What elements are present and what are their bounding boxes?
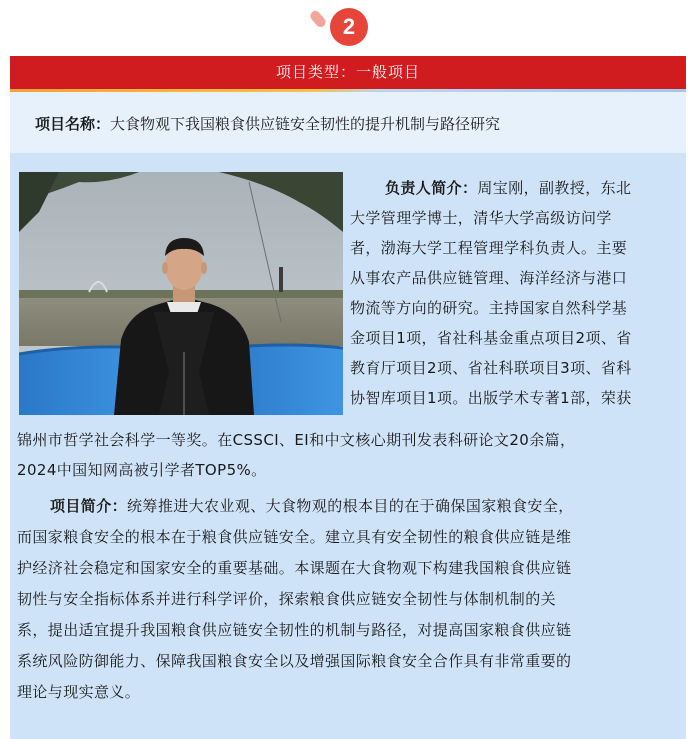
leader-bio-line-2: 大学管理学博士，清华大学高级访问学 [350,209,612,227]
project-name-value: 大食物观下我国粮食供应链安全韧性的提升机制与路径研究 [110,115,501,133]
project-intro-line-5: 系，提出适宜提升我国粮食供应链安全韧性的机制与路径，对提高国家粮食供应链 [17,621,572,639]
leader-bio-line-10: 2024中国知网高被引学者TOP5%。 [17,461,267,479]
project-intro-line-3: 护经济社会稳定和国家安全的重要基础。本课题在大食物观下构建我国粮食供应链 [17,559,572,577]
project-intro-line-2: 而国家粮食安全的根本在于粮食供应链安全。建立具有安全韧性的粮食供应链是维 [17,528,572,546]
badge-decoration [308,9,327,29]
leader-bio-label: 负责人简介： [385,179,478,197]
leader-bio-line-6: 金项目1项，省社科基金重点项目2项、省 [350,329,632,347]
project-intro-line-4: 韧性与安全指标体系并进行科学评价，探索粮食供应链安全韧性与体制机制的关 [17,590,557,608]
project-name-line [35,112,500,136]
leader-bio-line-8: 协智库项目1项。出版学术专著1部，荣获 [350,389,632,407]
project-intro-line-7: 理论与现实意义。 [17,683,141,701]
leader-bio-line-4: 从事农产品供应链管理、海洋经济与港口 [350,269,628,287]
project-name-label: 项目名称： [35,115,111,133]
section-number-badge: 2 [330,8,368,46]
content-box [10,153,686,739]
leader-bio-line-7: 教育厅项目2项、省社科联项目3项、省科 [350,359,632,377]
leader-photo [19,172,343,415]
leader-bio-line-3: 者，渤海大学工程管理学科负责人。主要 [350,239,628,257]
leader-bio-line-5: 物流等方向的研究。主持国家自然科学基 [350,299,628,317]
project-intro-line-6: 系统风险防御能力、保障我国粮食安全以及增强国际粮食安全合作具有非常重要的 [17,652,572,670]
project-type-banner: 项目类型：一般项目 [10,56,686,89]
leader-bio-line-9: 锦州市哲学社会科学一等奖。在CSSCI、EI和中文核心期刊发表科研论文20余篇， [17,431,576,449]
leader-bio-line-1: 周宝刚，副教授，东北 [477,179,632,197]
project-intro-line-1: 统筹推进大农业观、大食物观的根本目的在于确保国家粮食安全， [127,497,574,515]
project-name-box [10,92,686,153]
section-badge-header [0,0,694,56]
project-intro-label: 项目简介： [50,497,128,515]
